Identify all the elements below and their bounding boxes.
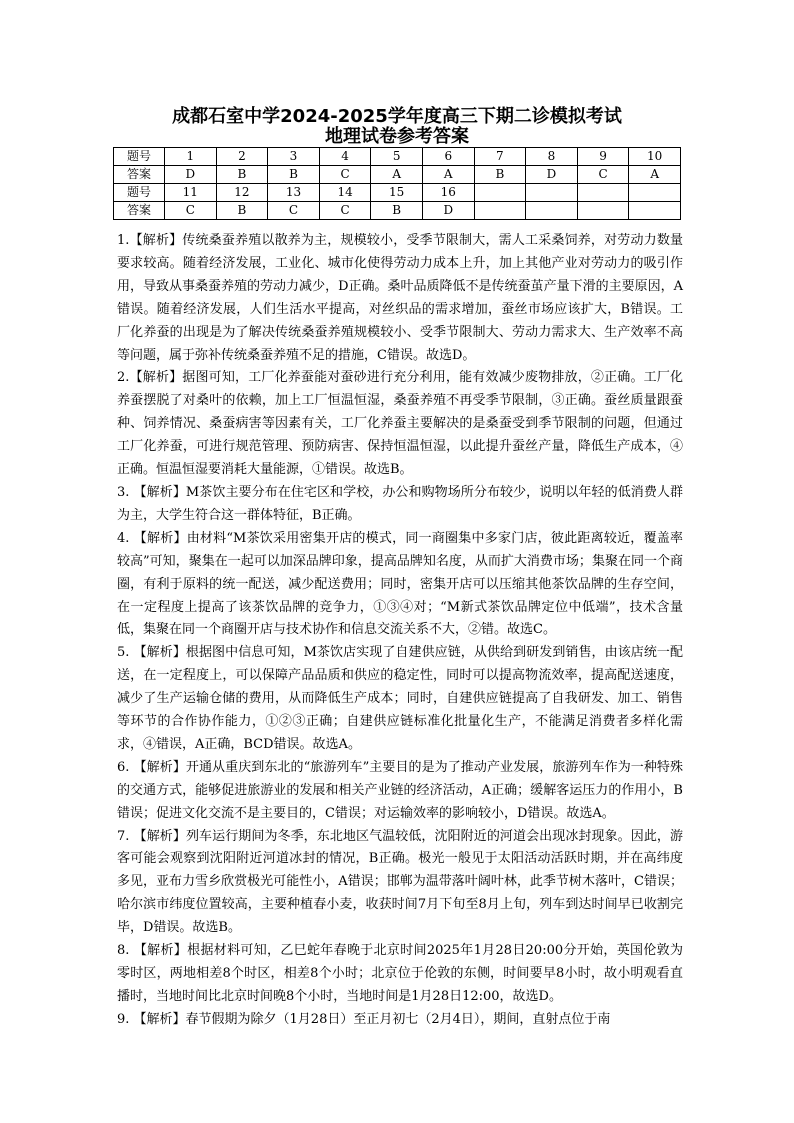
table-cell bbox=[526, 202, 578, 220]
table-cell: B bbox=[216, 202, 268, 220]
table-cell: 3 bbox=[268, 148, 320, 166]
explanation-paragraph: 9. 【解析】春节假期为除夕（1月28日）至正月初七（2月4日），期间，直射点位于南 bbox=[117, 1011, 611, 1027]
table-cell bbox=[577, 184, 629, 202]
table-row bbox=[114, 184, 681, 202]
table-cell: B bbox=[216, 166, 268, 184]
table-cell: 2 bbox=[216, 148, 268, 166]
table-cell: A bbox=[422, 166, 474, 184]
table-cell: 10 bbox=[629, 148, 681, 166]
table-cell: B bbox=[371, 202, 423, 220]
table-cell: 9 bbox=[577, 148, 629, 166]
explanation-paragraph: 7. 【解析】列车运行期间为冬季，东北地区气温较低，沈阳附近的河道会出现冰封现象。因此，游客可能会观察到沈阳附近河道冰封的情况，B正确。极光一般见于太阳活动活跃时期，并在高纬度多见，亚布力雪乡欣赏极光可能性小，A错误；邯郸为温带落叶阔叶林，此季节树木落叶，C错误；哈尔滨市纬度位置较高，主要种植春小麦，收获时间7月下旬至8月上旬，列车到达时间早已收割完毕，D错误。故选B。 bbox=[117, 828, 683, 936]
table-cell: 7 bbox=[474, 148, 526, 166]
table-cell: A bbox=[371, 166, 423, 184]
table-cell: 1 bbox=[165, 148, 217, 166]
table-cell: C bbox=[268, 202, 320, 220]
table-cell: 11 bbox=[165, 184, 217, 202]
table-row bbox=[114, 166, 681, 184]
table-cell: 答案 bbox=[114, 202, 165, 220]
table-cell: 16 bbox=[422, 184, 474, 202]
table-cell: 题号 bbox=[114, 148, 165, 166]
table-cell: 答案 bbox=[114, 166, 165, 184]
explanation-paragraph: 4. 【解析】由材料“M茶饮采用密集开店的模式，同一商圈集中多家门店，彼此距离较近，覆盖率较高”可知，聚集在一起可以加深品牌印象，提高品牌知名度，从而扩大消费市场；集聚在同一个商圈，有利于原料的统一配送，减少配送费用；同时，密集开店可以压缩其他茶饮品牌的生存空间，在一定程度上提高了该茶饮品牌的竞争力，①③④对；“M新式茶饮品牌定位中低端”，技术含量低，集聚在同一个商圈开店与技术协作和信息交流关系不大，②错。故选C。 bbox=[117, 530, 683, 638]
table-cell: 8 bbox=[526, 148, 578, 166]
document-subtitle: 地理试卷参考答案 bbox=[325, 126, 469, 147]
explanation-paragraph: 3. 【解析】M茶饮主要分布在住宅区和学校，办公和购物场所分布较少，说明以年轻的低消费人群为主，大学生符合这一群体特征，B正确。 bbox=[117, 484, 683, 523]
table-cell: 4 bbox=[319, 148, 371, 166]
table-cell: 题号 bbox=[114, 184, 165, 202]
table-cell bbox=[474, 202, 526, 220]
table-cell bbox=[577, 202, 629, 220]
table-cell: C bbox=[577, 166, 629, 184]
table-cell: B bbox=[474, 166, 526, 184]
explanation-paragraph: 5. 【解析】根据图中信息可知，M茶饮店实现了自建供应链，从供给到研发到销售，由该店统一配送，在一定程度上，可以保障产品品质和供应的稳定性，同时可以提高物流效率，提高配送速度，减少了生产运输仓储的费用，从而降低生产成本；同时，自建供应链提高了自我研发、加工、销售等环节的合作协作能力，①②③正确；自建供应链标准化批量化生产，不能满足消费者多样化需求，④错误，A正确，BCD错误。故选A。 bbox=[117, 645, 683, 752]
table-cell: A bbox=[629, 166, 681, 184]
table-cell bbox=[526, 184, 578, 202]
table-cell: C bbox=[165, 202, 217, 220]
table-cell bbox=[474, 184, 526, 202]
table-cell: 6 bbox=[422, 148, 474, 166]
explanation-paragraph: 2.【解析】据图可知，工厂化养蚕能对蚕砂进行充分利用，能有效减少废物排放，②正确。工厂化养蚕摆脱了对桑叶的依赖，加上工厂恒温恒湿，桑蚕养殖不再受季节限制，③正确。蚕丝质量跟蚕种、饲养情况、桑蚕病害等因素有关，工厂化养蚕主要解决的是桑蚕受到季节限制的问题，但通过工厂化养蚕，可进行规范管理、预防病害、保持恒温恒湿，以此提升蚕丝产量，降低生产成本，④正确。恒温恒湿要消耗大量能源，①错误。故选B。 bbox=[117, 370, 683, 478]
table-cell: 12 bbox=[216, 184, 268, 202]
table-cell: 13 bbox=[268, 184, 320, 202]
explanation-paragraph: 1.【解析】传统桑蚕养殖以散养为主，规模较小，受季节限制大，需人工采桑饲养，对劳动力数量要求较高。随着经济发展，工业化、城市化使得劳动力成本上升，加上其他产业对劳动力的吸引作用，导致从事桑蚕养殖的劳动力减少，D正确。桑叶品质降低不是传统蚕茧产量下滑的主要原因，A错误。随着经济发展，人们生活水平提高，对丝织品的需求增加，蚕丝市场应该扩大，B错误。工厂化养蚕的出现是为了解决传统桑蚕养殖规模较小、受季节限制大、劳动力需求大、生产效率不高等问题，属于弥补传统桑蚕养殖不足的措施，C错误。故选D。 bbox=[117, 233, 683, 363]
explanation-paragraph: 8. 【解析】根据材料可知，乙巳蛇年春晚于北京时间2025年1月28日20:00分开始，英国伦敦为零时区，两地相差8个时区，相差8个小时；北京位于伦敦的东侧，时间要早8小时，故小明观看直播时，当地时间比北京时间晚8个小时，当地时间是1月28日12:00，故选D。 bbox=[117, 943, 683, 1004]
table-cell: C bbox=[319, 202, 371, 220]
table-cell: D bbox=[422, 202, 474, 220]
answer-table bbox=[113, 147, 681, 220]
table-cell: 14 bbox=[319, 184, 371, 202]
table-cell bbox=[629, 184, 681, 202]
table-cell bbox=[629, 202, 681, 220]
table-cell: 15 bbox=[371, 184, 423, 202]
table-cell: 5 bbox=[371, 148, 423, 166]
table-row bbox=[114, 202, 681, 220]
document-title: 成都石室中学2024-2025学年度高三下期二诊模拟考试 bbox=[172, 106, 622, 127]
table-cell: C bbox=[319, 166, 371, 184]
explanation-paragraph: 6. 【解析】开通从重庆到东北的“旅游列车”主要目的是为了推动产业发展，旅游列车作为一种特殊的交通方式，能够促进旅游业的发展和相关产业链的经济活动，A正确；缓解客运压力的作用小，B错误；促进文化交流不是主要目的，C错误；对运输效率的影响较小，D错误。故选A。 bbox=[117, 759, 683, 821]
table-cell: D bbox=[526, 166, 578, 184]
explanations bbox=[117, 230, 683, 1032]
table-cell: D bbox=[165, 166, 217, 184]
table-cell: B bbox=[268, 166, 320, 184]
table-row bbox=[114, 148, 681, 166]
